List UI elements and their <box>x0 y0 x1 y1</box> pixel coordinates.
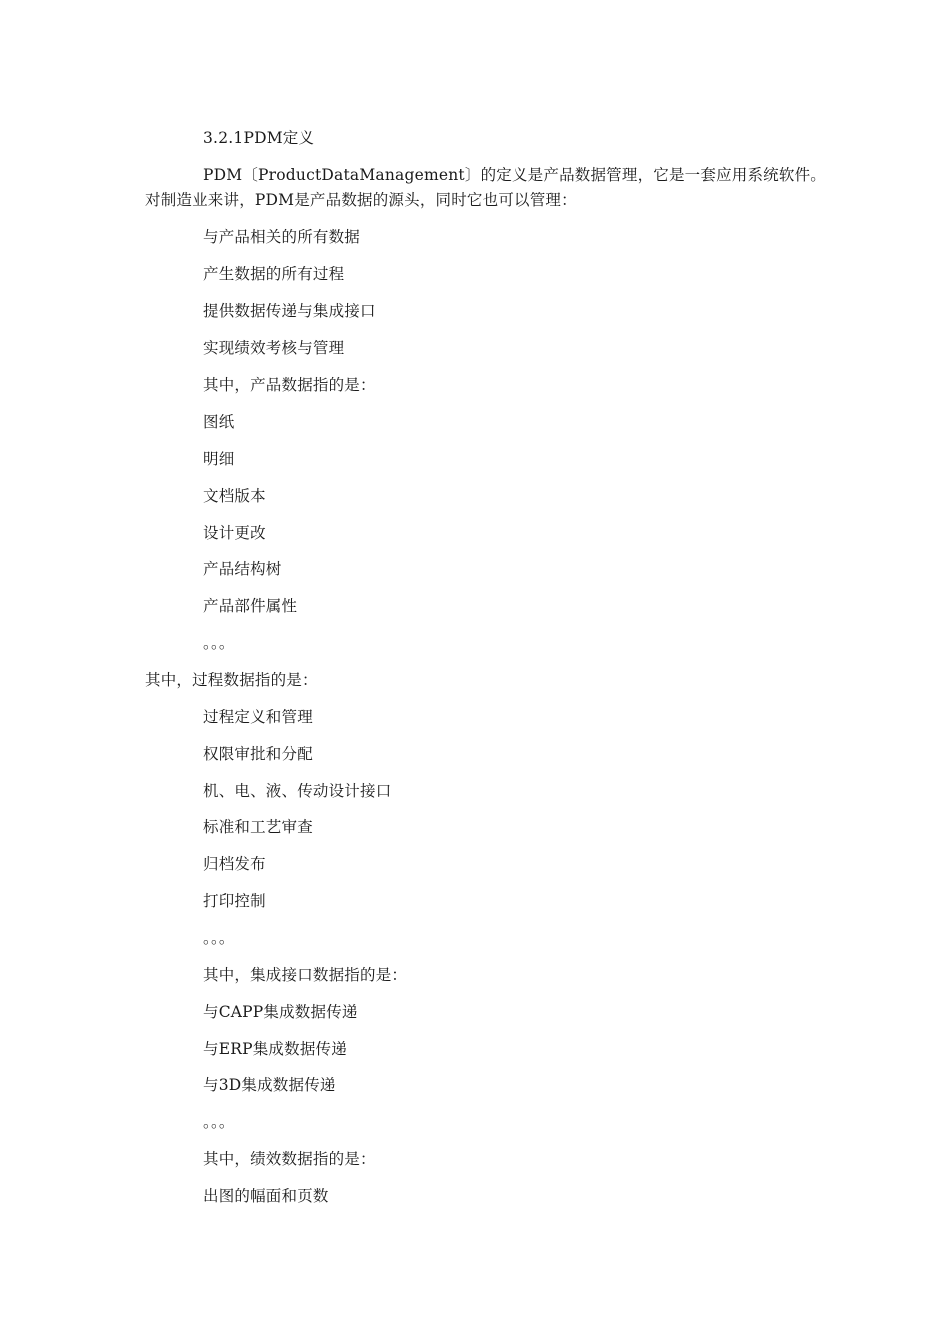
integration-data-ellipsis: 。。。 <box>203 1113 235 1131</box>
product-data-intro: 其中，产品数据指的是： <box>203 376 376 394</box>
process-data-item: 打印控制 <box>203 892 266 910</box>
product-data-ellipsis: 。。。 <box>203 634 235 652</box>
manage-item: 产生数据的所有过程 <box>203 265 345 283</box>
product-data-item: 图纸 <box>203 413 235 431</box>
manage-item: 提供数据传递与集成接口 <box>203 302 376 320</box>
integration-data-intro: 其中，集成接口数据指的是： <box>203 966 408 984</box>
product-data-item: 文档版本 <box>203 487 266 505</box>
manage-item: 实现绩效考核与管理 <box>203 339 345 357</box>
integration-data-item: 与CAPP集成数据传递 <box>203 1003 358 1021</box>
performance-data-item: 出图的幅面和页数 <box>203 1187 329 1205</box>
manage-item: 与产品相关的所有数据 <box>203 228 361 246</box>
process-data-intro: 其中，过程数据指的是： <box>145 671 318 689</box>
process-data-item: 权限审批和分配 <box>203 745 313 763</box>
intro-line-1: PDM〔ProductDataManagement〕的定义是产品数据管理，它是一套应用系统软件。 <box>203 166 826 184</box>
intro-line-2: 对制造业来讲，PDM是产品数据的源头，同时它也可以管理： <box>145 191 577 209</box>
performance-data-intro: 其中，绩效数据指的是： <box>203 1150 376 1168</box>
process-data-item: 标准和工艺审查 <box>203 818 313 836</box>
process-data-item: 机、电、液、传动设计接口 <box>203 782 392 800</box>
integration-data-item: 与3D集成数据传递 <box>203 1076 336 1094</box>
product-data-item: 明细 <box>203 450 235 468</box>
product-data-item: 产品结构树 <box>203 560 282 578</box>
integration-data-item: 与ERP集成数据传递 <box>203 1040 347 1058</box>
product-data-item: 设计更改 <box>203 524 266 542</box>
section-heading: 3.2.1PDM定义 <box>203 129 315 147</box>
process-data-ellipsis: 。。。 <box>203 929 235 947</box>
product-data-item: 产品部件属性 <box>203 597 298 615</box>
process-data-item: 归档发布 <box>203 855 266 873</box>
process-data-item: 过程定义和管理 <box>203 708 313 726</box>
